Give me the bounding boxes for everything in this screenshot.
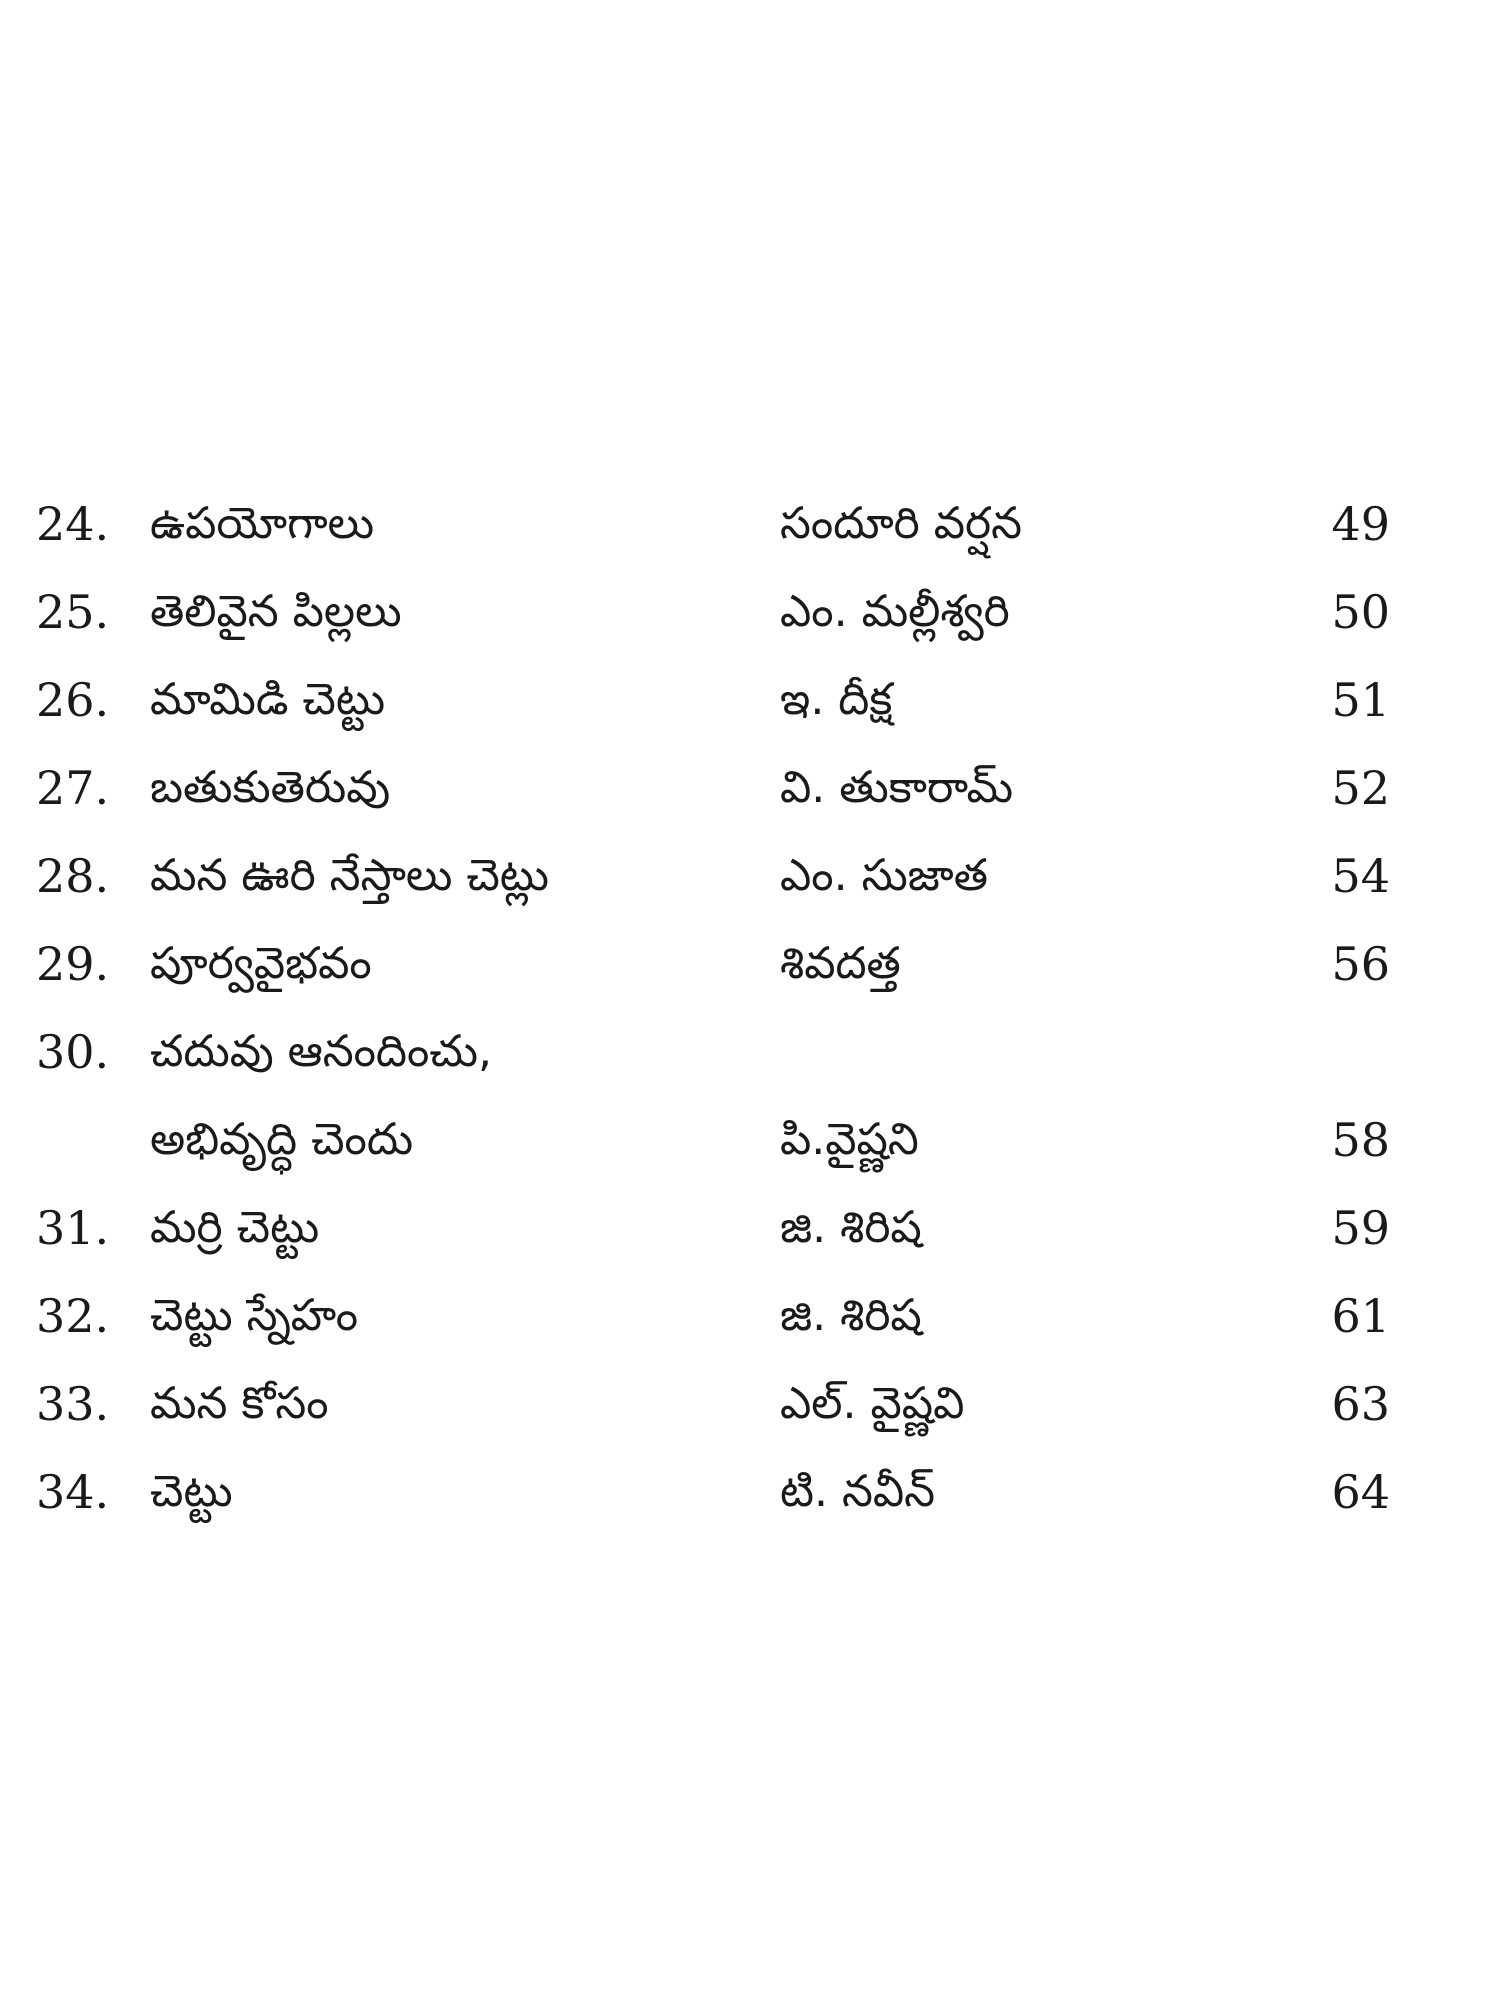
entry-number: 31. [36, 1201, 110, 1255]
entry-author: ఎల్. వైష్ణవి [780, 1378, 965, 1429]
entry-number: 25. [36, 585, 110, 639]
toc-row [0, 480, 1500, 568]
entry-author: ఎం. సుజాత [780, 850, 988, 901]
entry-page-number: 51 [1331, 673, 1390, 727]
table-of-contents [0, 480, 1500, 1536]
entry-page-number: 61 [1331, 1289, 1390, 1343]
toc-row [0, 1448, 1500, 1536]
entry-number: 29. [36, 937, 110, 991]
entry-author: వి. తుకారామ్ [780, 762, 1014, 813]
entry-title: చదువు ఆనందించు, [150, 1026, 492, 1077]
entry-author: శివదత్త [780, 938, 901, 989]
entry-number: 32. [36, 1289, 110, 1343]
entry-page-number: 63 [1331, 1377, 1390, 1431]
toc-row [0, 1184, 1500, 1272]
entry-title: మామిడి చెట్టు [150, 674, 386, 725]
entry-number: 24. [36, 497, 110, 551]
entry-title: చెట్టు [150, 1466, 233, 1517]
entry-page-number: 56 [1331, 937, 1390, 991]
entry-title: అభివృద్ధి చెందు [150, 1114, 414, 1165]
entry-page-number: 64 [1331, 1465, 1390, 1519]
toc-row [0, 920, 1500, 1008]
entry-number: 33. [36, 1377, 110, 1431]
entry-page-number: 59 [1331, 1201, 1390, 1255]
entry-author: జి. శిరిష [780, 1202, 922, 1253]
entry-page-number: 50 [1331, 585, 1390, 639]
entry-title: పూర్వవైభవం [150, 938, 372, 989]
entry-number: 26. [36, 673, 110, 727]
entry-title: మర్రి చెట్టు [150, 1202, 320, 1253]
entry-number: 27. [36, 761, 110, 815]
toc-row [0, 1272, 1500, 1360]
toc-row [0, 656, 1500, 744]
entry-author: ఎం. మల్లీశ్వరి [780, 586, 1010, 637]
entry-title: మన కోసం [150, 1378, 329, 1429]
entry-number: 28. [36, 849, 110, 903]
toc-row [0, 568, 1500, 656]
entry-author: టి. నవీన్ [780, 1466, 936, 1517]
entry-number: 34. [36, 1465, 110, 1519]
entry-author: ఇ. దీక్ష [780, 674, 893, 725]
toc-row [0, 1096, 1500, 1184]
entry-title: మన ఊరి నేస్తాలు చెట్లు [150, 850, 549, 901]
entry-author: జి. శిరిష [780, 1290, 922, 1341]
entry-title: బతుకుతెరువు [150, 762, 391, 813]
entry-title: ఉపయోగాలు [150, 498, 375, 549]
entry-page-number: 54 [1331, 849, 1390, 903]
toc-row [0, 1008, 1500, 1096]
entry-author: పి.వైష్ణని [780, 1114, 919, 1165]
entry-title: చెట్టు స్నేహం [150, 1290, 359, 1341]
entry-page-number: 52 [1331, 761, 1390, 815]
entry-page-number: 58 [1331, 1113, 1390, 1167]
entry-title: తెలివైన పిల్లలు [150, 586, 402, 637]
entry-number: 30. [36, 1025, 110, 1079]
entry-author: సందూరి వర్షన [780, 498, 1022, 549]
toc-row [0, 1360, 1500, 1448]
toc-row [0, 832, 1500, 920]
entry-page-number: 49 [1331, 497, 1390, 551]
toc-row [0, 744, 1500, 832]
